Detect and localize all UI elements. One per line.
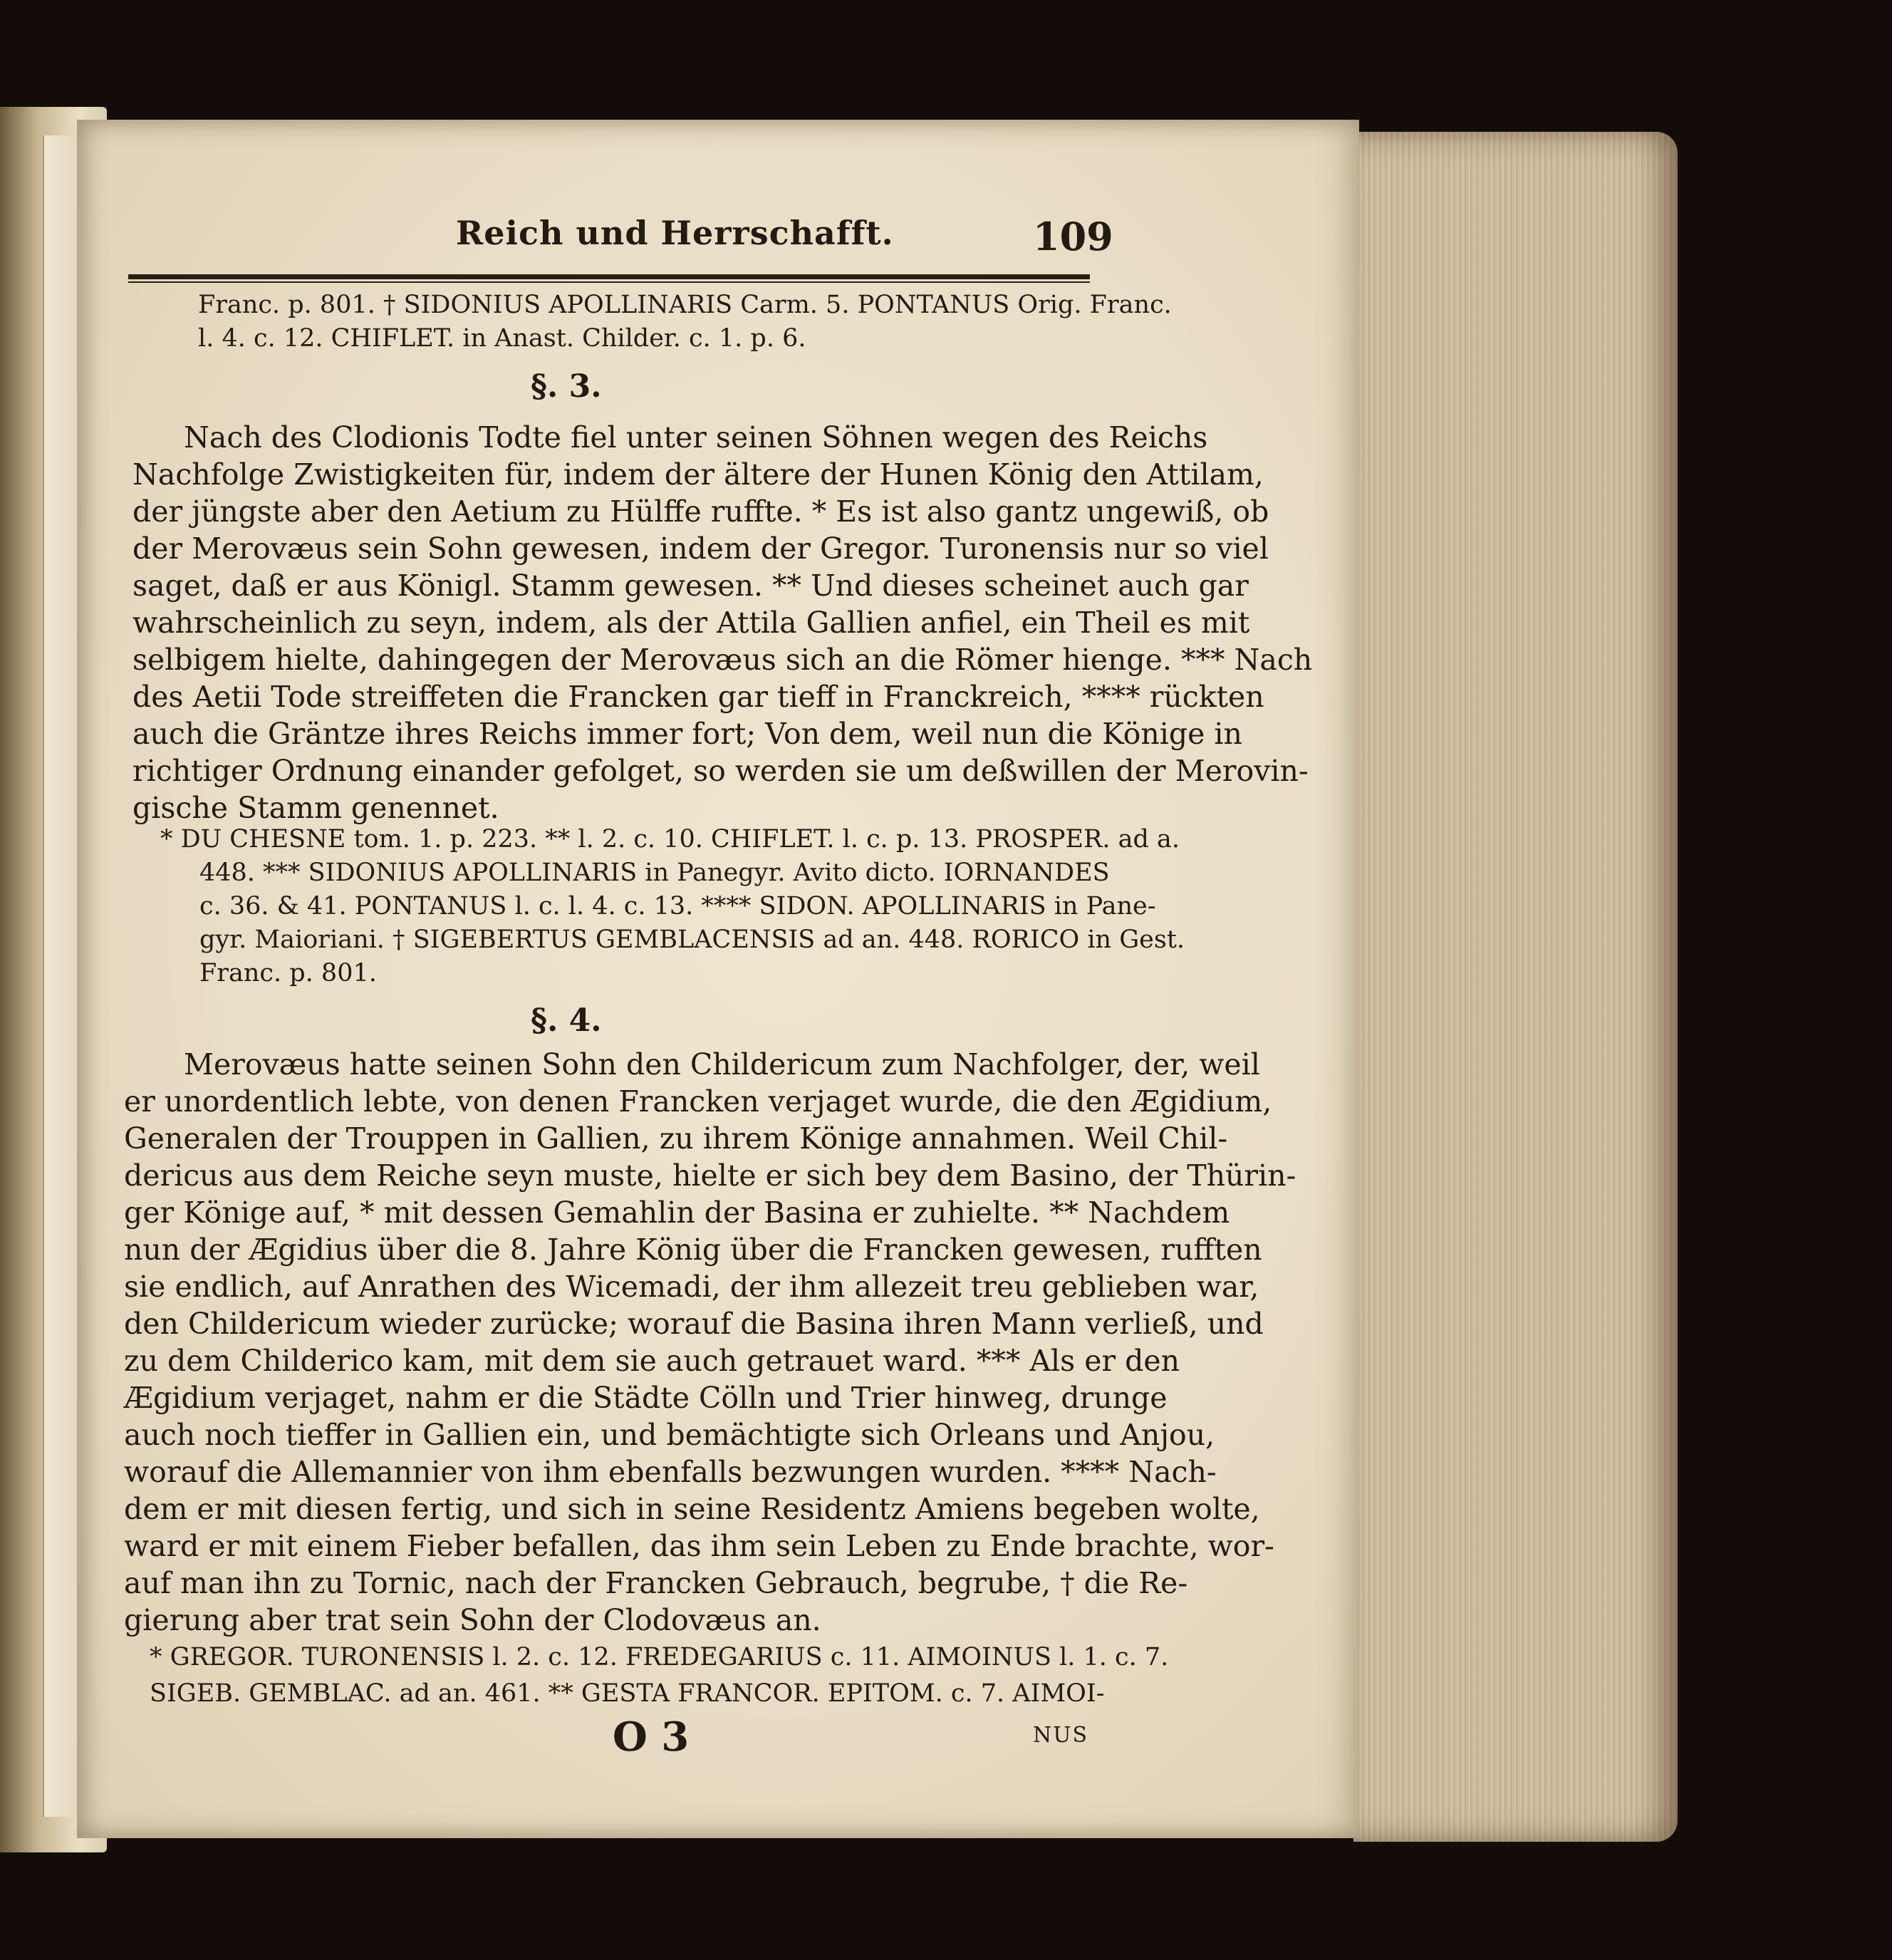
section-4-line: auch noch tieffer in Gallien ein, und bemächtigte sich Orleans und Anjou,: [124, 1418, 1215, 1452]
section-4-line: auf man ihn zu Tornic, nach der Francken Gebrauch, begrube, † die Re-: [124, 1566, 1188, 1600]
section-3-line: selbigem hielte, dahingegen der Merovæus sich an die Römer hienge. *** Nach: [132, 643, 1313, 677]
header-rule-thin: [128, 281, 1090, 283]
section-4-line: er unordentlich lebte, von denen Francken verjaget wurde, die den Ægidium,: [124, 1084, 1272, 1119]
catchword: NUS: [1033, 1723, 1089, 1748]
section-4-line: dem er mit diesen fertig, und sich in seine Residentz Amiens begeben wolte,: [124, 1492, 1260, 1526]
section-4-line: nun der Ægidius über die 8. Jahre König über die Francken gewesen, rufften: [124, 1233, 1262, 1267]
section-4-line: worauf die Allemannier von ihm ebenfalls bezwungen wurden. **** Nach-: [124, 1455, 1217, 1489]
section-4-line: ward er mit einem Fieber befallen, das ihm sein Leben zu Ende brachte, wor-: [124, 1529, 1274, 1563]
section-3-line: der Merovæus sein Sohn gewesen, indem der Gregor. Turonensis nur so viel: [132, 532, 1269, 566]
section-4-line: Ægidium verjaget, nahm er die Städte Cölln und Trier hinweg, drunge: [124, 1381, 1168, 1415]
section-4-line: ger Könige auf, * mit dessen Gemahlin der Basina er zuhielte. ** Nachdem: [124, 1196, 1230, 1230]
section-4-line: sie endlich, auf Anrathen des Wicemadi, der ihm allezeit treu geblieben war,: [124, 1270, 1259, 1304]
section-heading-3: §. 3.: [531, 368, 602, 405]
page-number: 109: [1033, 214, 1113, 259]
section-heading-4: §. 4.: [531, 1002, 602, 1039]
section-4-line: zu dem Childerico kam, mit dem sie auch getrauet ward. *** Als er den: [124, 1344, 1180, 1378]
section-3-line: gische Stamm genennet.: [132, 791, 499, 825]
section-3-line: auch die Gräntze ihres Reichs immer fort; Von dem, weil nun die Könige in: [132, 717, 1242, 751]
section-4-line: dericus aus dem Reiche seyn muste, hielte er sich bey dem Basino, der Thürin-: [124, 1158, 1296, 1193]
section-3-note: gyr. Maioriani. † SIGEBERTUS GEMBLACENSIS ad an. 448. RORICO in Gest.: [199, 925, 1185, 954]
section-3-line: richtiger Ordnung einander gefolget, so werden sie um deßwillen der Merovin-: [132, 754, 1309, 788]
section-3-line: saget, daß er aus Königl. Stamm gewesen. ** Und dieses scheinet auch gar: [132, 569, 1249, 603]
section-4-line: Generalen der Trouppen in Gallien, zu ihrem Könige annahmen. Weil Chil-: [124, 1121, 1228, 1156]
top-note-line: l. 4. c. 12. CHIFLET. in Anast. Childer. c. 1. p. 6.: [198, 324, 806, 353]
facing-page-text-edge: [43, 135, 80, 1817]
section-3-note: Franc. p. 801.: [199, 959, 377, 987]
section-4-line: gierung aber trat sein Sohn der Clodovæus an.: [124, 1603, 821, 1637]
section-4-line: den Childericum wieder zurücke; worauf die Basina ihren Mann verließ, und: [124, 1307, 1264, 1341]
section-3-note: 448. *** SIDONIUS APOLLINARIS in Panegyr. Avito dicto. IORNANDES: [199, 859, 1110, 887]
running-title: Reich und Herrschafft.: [456, 214, 894, 252]
header-rule: [128, 274, 1090, 279]
section-3-line: wahrscheinlich zu seyn, indem, als der Attila Gallien anfiel, ein Theil es mit: [132, 606, 1250, 640]
signature-mark: O 3: [613, 1713, 690, 1761]
section-3-line: Nachfolge Zwistigkeiten für, indem der ältere der Hunen König den Attilam,: [132, 457, 1264, 492]
section-3-note: * DU CHESNE tom. 1. p. 223. ** l. 2. c. 10. CHIFLET. l. c. p. 13. PROSPER. ad a.: [160, 825, 1180, 854]
top-note-line: Franc. p. 801. † SIDONIUS APOLLINARIS Carm. 5. PONTANUS Orig. Franc.: [198, 291, 1172, 319]
section-4-note: SIGEB. GEMBLAC. ad an. 461. ** GESTA FRANCOR. EPITOM. c. 7. AIMOI-: [150, 1679, 1105, 1708]
section-3-line: des Aetii Tode streiffeten die Francken gar tieff in Franckreich, **** rückten: [132, 680, 1264, 714]
section-3-note: c. 36. & 41. PONTANUS l. c. l. 4. c. 13. **** SIDON. APOLLINARIS in Pane-: [199, 892, 1156, 921]
section-3-line: der jüngste aber den Aetium zu Hülffe ruffte. * Es ist also gantz ungewiß, ob: [132, 494, 1269, 529]
section-4-note: * GREGOR. TURONENSIS l. 2. c. 12. FREDEGARIUS c. 11. AIMOINUS l. 1. c. 7.: [150, 1643, 1169, 1671]
section-4-line: Merovæus hatte seinen Sohn den Childericum zum Nachfolger, der, weil: [184, 1047, 1260, 1082]
section-3-line: Nach des Clodionis Todte fiel unter seinen Söhnen wegen des Reichs: [184, 420, 1208, 455]
page-block-fore-edge: [1353, 132, 1678, 1842]
